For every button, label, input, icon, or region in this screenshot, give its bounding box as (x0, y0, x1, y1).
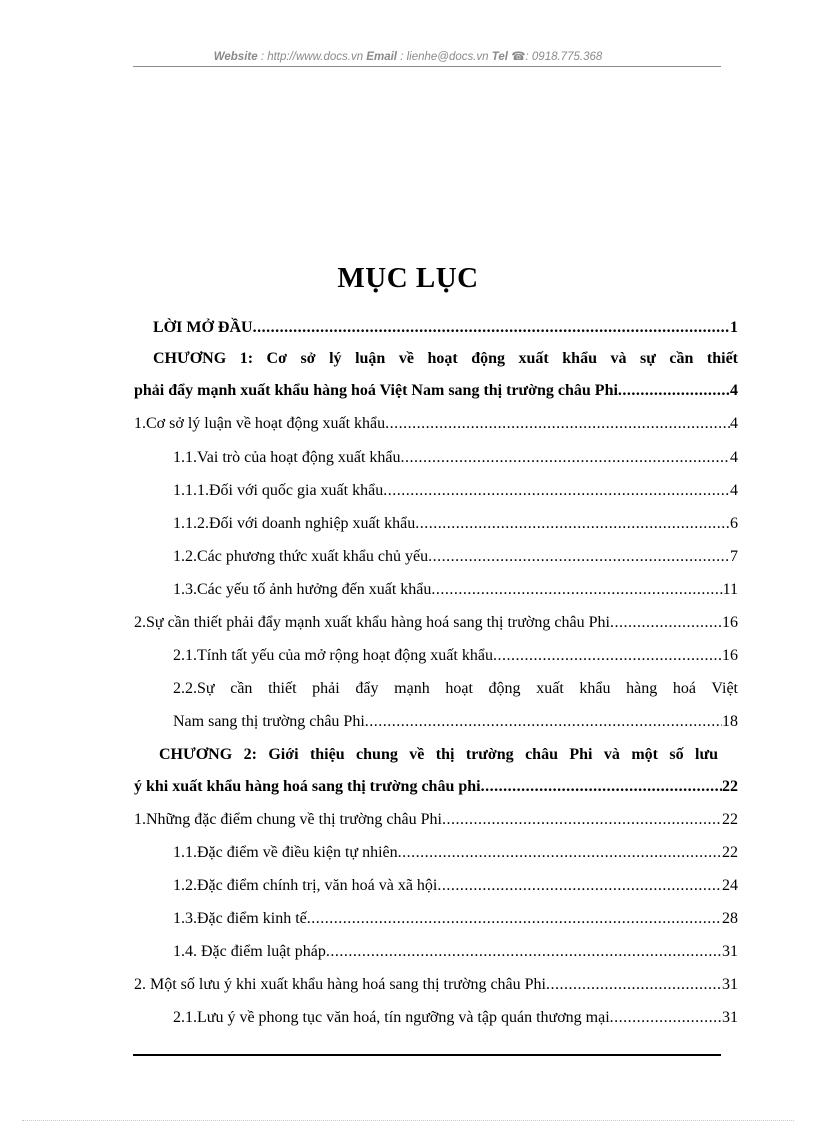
toc-entry-2-2[interactable] (173, 710, 738, 734)
tel-value: : 0918.775.368 (525, 51, 603, 63)
toc-entry-text: 1.2.Các phương thức xuất khẩu chủ yếu (173, 548, 429, 565)
toc-entry-text: 1.Cơ sở lý luận về hoạt động xuất khẩu (134, 415, 386, 432)
toc-entry-page: 4 (730, 482, 738, 499)
toc-entry-text: 1.3.Đặc điểm kinh tế (173, 910, 307, 927)
toc-entry-page: 22 (722, 778, 738, 795)
toc-entry-page: 22 (722, 811, 738, 828)
toc-entry-text: 1.1.Vai trò của hoạt động xuất khẩu (173, 449, 401, 466)
toc-entry-page: 28 (722, 910, 738, 927)
toc-entry-text: 2.1.Tính tất yếu của mở rộng hoạt động xuất khẩu (173, 647, 493, 664)
toc-entry-chapter2-line1[interactable]: CHƯƠNG 2: Giới thiệu chung về thị trường châu Phi và một số lưu (159, 746, 718, 763)
page-boundary (22, 1120, 794, 1121)
toc-entry-c2-1-2[interactable] (173, 874, 738, 898)
toc-entry-page: 11 (722, 581, 738, 598)
toc-entry-page: 31 (722, 1009, 738, 1026)
toc-entry-c2-1[interactable] (134, 808, 738, 832)
toc-entry-page: 31 (722, 976, 738, 993)
toc-entry-2[interactable] (134, 611, 738, 635)
toc-entry-text: 1.1.Đặc điểm về điều kiện tự nhiên (173, 844, 398, 861)
toc-entry-c2-2[interactable] (134, 973, 738, 997)
toc-entry-page: 7 (730, 548, 738, 565)
footer-divider (133, 1054, 721, 1056)
toc-entry-page: 1 (730, 319, 738, 336)
website-label: Website (213, 51, 258, 63)
toc-entry-page: 4 (730, 382, 738, 399)
toc-entry-text: 1.3.Các yếu tố ảnh hưởng đến xuất khẩu (173, 581, 432, 598)
toc-entry-c2-1-3[interactable] (173, 907, 738, 931)
toc-entry-text: 1.1.1.Đối với quốc gia xuất khẩu (173, 482, 384, 499)
toc-entry-page: 18 (722, 713, 738, 730)
toc-entry-text: 2.Sự cần thiết phải đẩy mạnh xuất khẩu hàng hoá sang thị trường châu Phi (134, 614, 610, 631)
toc-entry-chapter1[interactable] (134, 379, 738, 403)
toc-entry-1-2[interactable] (173, 545, 738, 569)
toc-entry-1-3[interactable] (173, 578, 738, 602)
toc-entry-text: 2.1.Lưu ý về phong tục văn hoá, tín ngưỡng và tập quán thương mại (173, 1009, 610, 1026)
toc-entry-2-1[interactable] (173, 644, 738, 668)
toc-entry-page: 16 (722, 614, 738, 631)
toc-entry-c2-2-1[interactable] (173, 1006, 738, 1030)
toc-entry-1-1[interactable] (173, 446, 738, 470)
page-title: MỤC LỤC (337, 262, 479, 294)
toc-entry-intro[interactable] (153, 316, 738, 340)
toc-entry-1[interactable] (134, 412, 738, 436)
toc-entry-page: 16 (722, 647, 738, 664)
toc-entry-page: 4 (730, 449, 738, 466)
toc-entry-text: 1.2.Đặc điểm chính trị, văn hoá và xã hội (173, 877, 438, 894)
toc-entry-text: 1.Những đặc điểm chung về thị trường châu Phi (134, 811, 442, 828)
website-value: : http://www.docs.vn (260, 51, 364, 63)
toc-entry-text: ý khi xuất khẩu hàng hoá sang thị trường châu phi (134, 778, 481, 795)
toc-entry-text: phải đẩy mạnh xuất khẩu hàng hoá Việt Nam sang thị trường châu Phi (134, 382, 618, 399)
toc-entry-page: 31 (722, 943, 738, 960)
toc-entry-page: 6 (730, 515, 738, 532)
toc-entry-c2-1-4[interactable] (173, 940, 738, 964)
toc-entry-chapter2[interactable] (134, 775, 738, 799)
toc-entry-chapter1-line1[interactable]: CHƯƠNG 1: Cơ sở lý luận về hoạt động xuất khẩu và sự cần thiết (153, 350, 738, 367)
email-label: Email (366, 51, 397, 63)
toc-entry-text: 1.4. Đặc điểm luật pháp (173, 943, 326, 960)
toc-entry-text: Nam sang thị trường châu Phi (173, 713, 365, 730)
toc-entry-page: 22 (722, 844, 738, 861)
toc-entry-1-1-1[interactable] (173, 479, 738, 503)
toc-entry-text: LỜI MỞ ĐẦU (153, 319, 253, 336)
email-value: : lienhe@docs.vn (400, 51, 489, 63)
phone-icon: ☎ (511, 51, 526, 63)
toc-entry-2-2-line1[interactable]: 2.2.Sự cần thiết phải đẩy mạnh hoạt động xuất khẩu hàng hoá Việt (173, 680, 738, 697)
toc-entry-page: 4 (730, 415, 738, 432)
toc-entry-text: 2. Một số lưu ý khi xuất khẩu hàng hoá sang thị trường châu Phi (134, 976, 546, 993)
toc-entry-text: 1.1.2.Đối với doanh nghiệp xuất khẩu (173, 515, 416, 532)
toc-entry-c2-1-1[interactable] (173, 841, 738, 865)
tel-label: Tel (491, 51, 508, 63)
toc-entry-page: 24 (722, 877, 738, 894)
toc-entry-1-1-2[interactable] (173, 512, 738, 536)
